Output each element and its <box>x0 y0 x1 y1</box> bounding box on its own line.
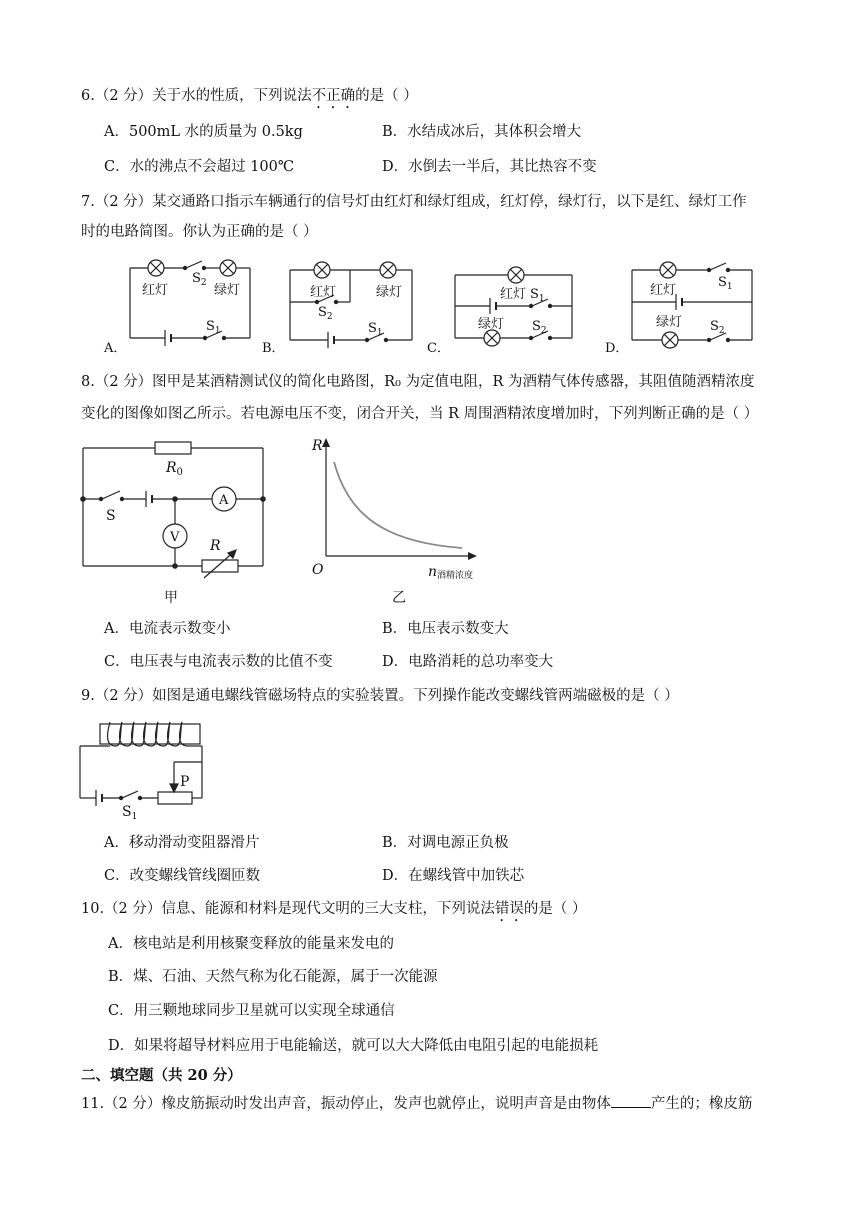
q11-stem-b: 产生的；橡皮筋 <box>650 1096 753 1112</box>
q6-stem-a: 6.（2 分）关于水的性质，下列说法 <box>81 88 312 104</box>
q6-option-d: D．水倒去一半后，其比热容不变 <box>382 159 597 175</box>
label-r0: $R_0$ <box>166 460 183 478</box>
graph-axis-y-label: R <box>312 438 323 454</box>
q6-option-c: C．水的沸点不会超过 100℃ <box>104 159 295 175</box>
label-s1-b: $S_1$ <box>368 321 383 338</box>
section-2-heading: 二、填空题（共 20 分） <box>81 1067 242 1084</box>
q7-stem-line1: 7.（2 分）某交通路口指示车辆通行的信号灯由红灯和绿灯组成，红灯停，绿灯行，以下是红、绿灯工作 <box>81 194 747 210</box>
q10-stem-a: 10.（2 分）信息、能源和材料是现代文明的三大支柱，下列说法 <box>81 901 495 917</box>
circuit-d <box>632 262 752 348</box>
q11-answer-blank <box>611 1093 651 1108</box>
graph-axis-x-label: n酒精浓度 <box>428 564 474 581</box>
q10-stem-b: 的是（ ） <box>523 901 587 917</box>
q6-option-b: B．水结成冰后，其体积会增大 <box>382 124 582 140</box>
circuit-a <box>130 260 250 346</box>
slider-label-p: P <box>180 774 190 790</box>
q6-stem-b: 的是（ ） <box>355 88 418 104</box>
q6-stem-emphasis: 不正确 <box>311 88 356 104</box>
q9-option-c: C．改变螺线管线圈匝数 <box>104 868 261 884</box>
q9-stem: 9.（2 分）如图是通电螺线管磁场特点的实验装置。下列操作能改变螺线管两端磁极的是（ ） <box>81 688 679 704</box>
switch-label-s1: $S_1$ <box>122 804 138 822</box>
q10-option-d: D．如果将超导材料应用于电能输送，就可以大大降低由电阻引起的电能损耗 <box>108 1038 599 1054</box>
q8-stem-line1: 8.（2 分）图甲是某酒精测试仪的简化电路图，R₀ 为定值电阻，R 为酒精气体传感器，其阻值随酒精浓度 <box>81 374 755 390</box>
question-10-stem <box>81 899 587 925</box>
label-red-light-a: 红灯 <box>142 283 169 298</box>
q9-option-d: D．在螺线管中加铁芯 <box>382 868 525 884</box>
figure-yi-caption: 乙 <box>392 590 406 606</box>
label-s1-d: $S_1$ <box>718 275 733 292</box>
q8-option-c: C．电压表与电流表示数的比值不变 <box>104 654 333 670</box>
q8-figures <box>0 432 860 612</box>
label-s1-c: $S_1$ <box>530 287 545 304</box>
option-d-label: D． <box>605 341 629 356</box>
q8-stem-line2: 变化的图像如图乙所示。若电源电压不变，闭合开关，当 R 周围酒精浓度增加时，下列判断正确的是（ ） <box>81 406 759 422</box>
label-switch-s: S <box>106 508 116 524</box>
q6-option-a: A．500mL 水的质量为 0.5kg <box>104 124 303 140</box>
label-red-light-b: 红灯 <box>310 285 337 300</box>
q8-option-b: B．电压表示数变大 <box>382 621 509 637</box>
q10-option-a: A．核电站是利用核聚变释放的能量来发电的 <box>108 936 394 952</box>
q8-option-d: D．电路消耗的总功率变大 <box>382 654 554 670</box>
figure-jia-caption: 甲 <box>164 590 178 606</box>
q7-circuit-figures <box>0 250 860 370</box>
label-green-light-c: 绿灯 <box>478 317 505 332</box>
q9-option-b: B．对调电源正负极 <box>382 835 509 851</box>
circuit-c <box>455 267 572 346</box>
circuit-b <box>290 262 412 348</box>
graph-origin-label: O <box>312 562 324 578</box>
label-s1-a: $S_1$ <box>206 319 221 336</box>
resistance-curve <box>334 462 462 548</box>
question-6-stem <box>81 86 418 112</box>
option-b-label: B． <box>262 341 285 356</box>
q8-option-a: A．电流表示数变小 <box>104 621 231 637</box>
label-red-light-d: 红灯 <box>650 283 677 298</box>
label-sensor-r: R <box>210 538 221 554</box>
q10-stem-emphasis: 错误 <box>494 901 524 917</box>
q9-option-a: A．移动滑动变阻器滑片 <box>104 835 260 851</box>
option-a-label: A． <box>104 341 127 356</box>
label-red-light-c: 红灯 <box>500 287 527 302</box>
q7-stem-line2: 时的电路简图。你认为正确的是（ ） <box>81 224 318 240</box>
voltmeter-label: V <box>170 530 180 545</box>
label-s2-d: $S_2$ <box>710 319 725 336</box>
q10-option-b: B．煤、石油、天然气称为化石能源，属于一次能源 <box>108 969 438 985</box>
label-s2-c: $S_2$ <box>532 319 547 336</box>
label-green-light-b: 绿灯 <box>376 285 403 300</box>
option-c-label: C． <box>427 341 450 356</box>
question-11-stem <box>81 1093 752 1114</box>
q11-stem-a: 11.（2 分）橡皮筋振动时发出声音，振动停止，发声也就停止，说明声音是由物体 <box>81 1096 611 1112</box>
label-green-light-a: 绿灯 <box>214 283 241 298</box>
figure-yi-graph <box>322 438 477 560</box>
label-green-light-d: 绿灯 <box>656 315 683 330</box>
q10-option-c: C．用三颗地球同步卫星就可以实现全球通信 <box>108 1003 395 1019</box>
label-s2-a: $S_2$ <box>192 271 207 288</box>
q9-solenoid-figure <box>70 718 270 823</box>
label-s2-b: $S_2$ <box>318 305 333 322</box>
ammeter-label: A <box>219 493 229 508</box>
